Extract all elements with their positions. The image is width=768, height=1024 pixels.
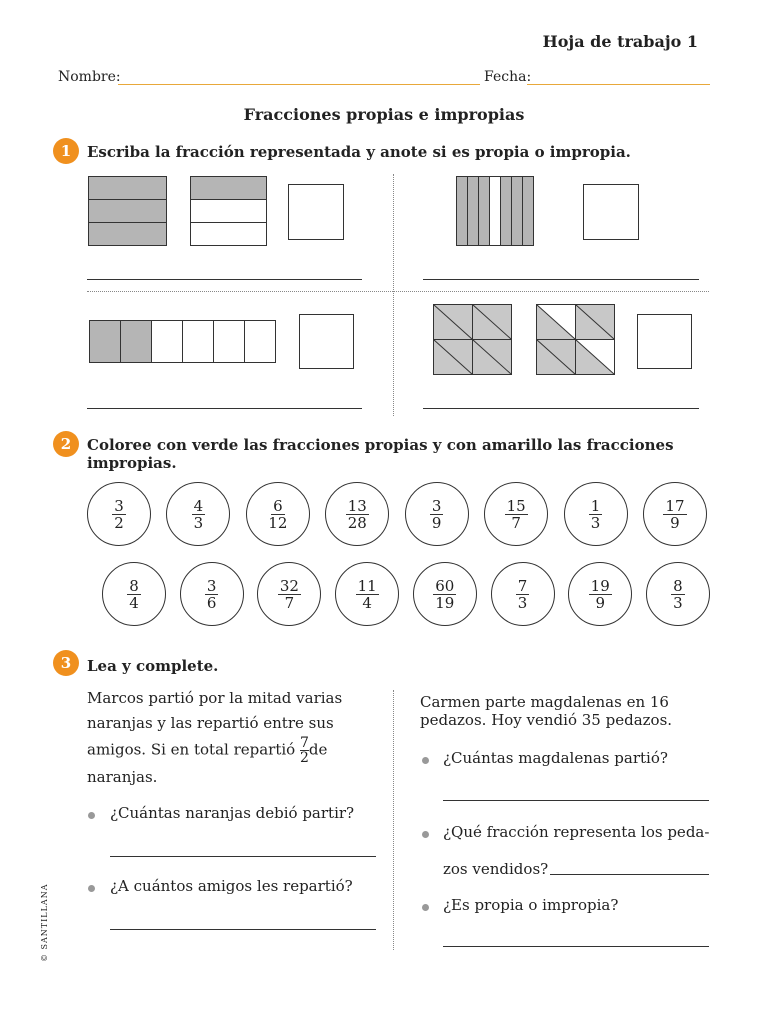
question-carmen-3: ¿Es propia o impropia?: [443, 896, 619, 914]
problem-marcos: Marcos partió por la mitad varias naranjas y las repartió entre sus amigos. Si en total repartió $\frac{7}{2}$ de naranjas.: [87, 689, 343, 786]
fraction-circle[interactable]: $\frac{3}{6}$: [180, 562, 244, 626]
fecha-field[interactable]: [527, 84, 710, 85]
fraction-circle[interactable]: $\frac{60}{19}$: [413, 562, 477, 626]
divider-vertical: [393, 174, 394, 416]
section-number-2: 2: [53, 431, 79, 457]
bullet: [422, 904, 429, 911]
section-number-1: 1: [53, 138, 79, 164]
answer-line-3[interactable]: [87, 408, 362, 409]
question-carmen-2: ¿Qué fracción representa los peda-: [443, 823, 710, 841]
answer-line-2[interactable]: [423, 279, 699, 280]
fraction-circle[interactable]: $\frac{11}{4}$: [335, 562, 399, 626]
fraction-circle[interactable]: $\frac{7}{3}$: [491, 562, 555, 626]
answer-line-carmen-2[interactable]: [550, 874, 709, 875]
figure-triangles-full: [433, 304, 513, 376]
fraction-circle[interactable]: $\frac{6}{12}$: [246, 482, 310, 546]
bullet: [422, 757, 429, 764]
fraction-circle[interactable]: $\frac{15}{7}$: [484, 482, 548, 546]
bullet: [88, 885, 95, 892]
nombre-field[interactable]: [118, 84, 480, 85]
figure-vertical-strips: [456, 176, 536, 247]
answer-box-2[interactable]: [583, 184, 639, 240]
fraction-circle[interactable]: $\frac{1}{3}$: [564, 482, 628, 546]
figure-triangles-partial: [536, 304, 616, 376]
fraction-circle[interactable]: $\frac{19}{9}$: [568, 562, 632, 626]
fraction-circles-row-2: [102, 562, 710, 626]
question-marcos-2: ¿A cuántos amigos les repartió?: [110, 877, 353, 895]
bullet: [422, 831, 429, 838]
answer-line-1[interactable]: [87, 279, 362, 280]
figure-rect-thirds-one: [190, 176, 268, 247]
fraction-circle[interactable]: $\frac{4}{3}$: [166, 482, 230, 546]
section-1-heading: Escriba la fracción representada y anote si es propia o impropia.: [87, 143, 631, 161]
fraction-circle[interactable]: $\frac{3}{2}$: [87, 482, 151, 546]
section-number-3: 3: [53, 650, 79, 676]
copyright-notice: © SANTILLANA: [40, 883, 49, 962]
divider-vertical-3: [393, 690, 394, 950]
answer-line-marcos-1[interactable]: [110, 856, 376, 857]
answer-box-3[interactable]: [299, 314, 354, 369]
problem-carmen: Carmen parte magdalenas en 16 pedazos. Hoy vendió 35 pedazos.: [420, 693, 673, 729]
answer-line-marcos-2[interactable]: [110, 929, 376, 930]
fraction-circle[interactable]: $\frac{8}{3}$: [646, 562, 710, 626]
answer-line-carmen-3[interactable]: [443, 946, 709, 947]
page-subtitle: Fracciones propias e impropias: [243, 105, 525, 124]
section-2-heading: Coloree con verde las fracciones propias y con amarillo las fracciones impropias.: [87, 436, 674, 472]
nombre-label: Nombre:: [58, 69, 121, 85]
fecha-label: Fecha:: [484, 69, 532, 85]
figure-rect-thirds-full: [88, 176, 168, 247]
figure-row-sixths: [89, 320, 279, 365]
section-3-heading: Lea y complete.: [87, 657, 219, 675]
answer-line-carmen-1[interactable]: [443, 800, 709, 801]
fraction-circle[interactable]: $\frac{17}{9}$: [643, 482, 707, 546]
answer-line-4[interactable]: [423, 408, 699, 409]
fraction-circle[interactable]: $\frac{8}{4}$: [102, 562, 166, 626]
fraction-circle[interactable]: $\frac{3}{9}$: [405, 482, 469, 546]
question-marcos-1: ¿Cuántas naranjas debió partir?: [110, 804, 355, 822]
divider-horizontal: [87, 291, 709, 292]
fraction-circle[interactable]: $\frac{32}{7}$: [257, 562, 321, 626]
worksheet-title: Hoja de trabajo 1: [542, 32, 698, 51]
question-carmen-1: ¿Cuántas magdalenas partió?: [443, 749, 668, 767]
fraction-circle[interactable]: $\frac{13}{28}$: [325, 482, 389, 546]
fraction-circles-row-1: [87, 482, 707, 546]
bullet: [88, 812, 95, 819]
answer-box-1[interactable]: [288, 184, 344, 240]
question-carmen-2-cont: zos vendidos?: [443, 860, 549, 878]
answer-box-4[interactable]: [637, 314, 692, 369]
